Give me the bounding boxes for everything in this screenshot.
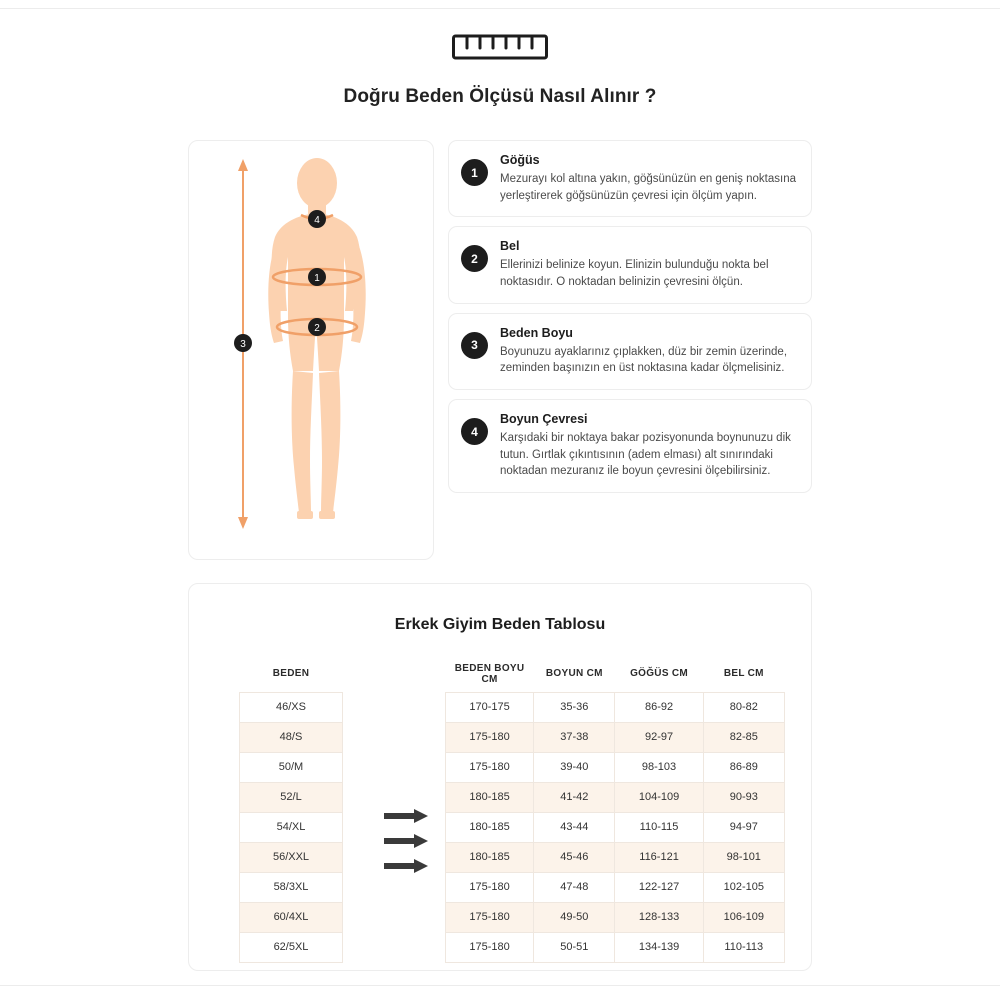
- cell-bel: 102-105: [703, 872, 784, 902]
- cell-gogus: 128-133: [615, 902, 703, 932]
- table-cell-size: 50/M: [240, 752, 343, 782]
- table-row: [446, 842, 785, 872]
- page-title: Doğru Beden Ölçüsü Nasıl Alınır ?: [343, 86, 657, 107]
- cell-gogus: 116-121: [615, 842, 703, 872]
- cell-bel: 110-113: [703, 932, 784, 962]
- table-row: [446, 722, 785, 752]
- svg-text:1: 1: [314, 273, 320, 284]
- step-description: Karşıdaki bir noktaya bakar pozisyonunda boynunuzu dik tutun. Gırtlak çıkıntısının (adem elması) alt sınırındaki noktadan mezuranız ile boyun çevresini ölçebilirsiniz.: [500, 432, 791, 478]
- cell-gogus: 98-103: [615, 752, 703, 782]
- step-bel: [448, 226, 812, 303]
- cell-bel: 94-97: [703, 812, 784, 842]
- table-row: [446, 932, 785, 962]
- cell-boyun: 39-40: [534, 752, 615, 782]
- ruler-icon: [452, 30, 548, 64]
- step-number-badge: 4: [461, 418, 488, 445]
- cell-gogus: 104-109: [615, 782, 703, 812]
- size-table-left: [239, 656, 343, 963]
- table-row: [446, 752, 785, 782]
- step-title: Beden Boyu: [500, 325, 573, 340]
- cell-beden-boyu: 175-180: [446, 752, 534, 782]
- page-header: [0, 30, 1000, 108]
- cell-boyun: 35-36: [534, 692, 615, 722]
- cell-bel: 98-101: [703, 842, 784, 872]
- step-boyun-cevresi: [448, 399, 812, 493]
- cell-beden-boyu: 170-175: [446, 692, 534, 722]
- cell-bel: 82-85: [703, 722, 784, 752]
- step-title: Göğüs: [500, 153, 540, 167]
- cell-gogus: 92-97: [615, 722, 703, 752]
- cell-bel: 80-82: [703, 692, 784, 722]
- svg-text:3: 3: [240, 339, 246, 350]
- header-bel-cm: BEL CM: [723, 668, 764, 680]
- cell-bel: 86-89: [703, 752, 784, 782]
- table-cell-size: 52/L: [240, 782, 343, 812]
- cell-gogus: 134-139: [615, 932, 703, 962]
- step-description: Mezurayı kol altına yakın, göğsünüzün en geniş noktasına yerleştirerek göğsünüzün çevresi için ölçüm yapın.: [500, 173, 796, 202]
- bottom-divider: [0, 985, 1000, 986]
- cell-beden-boyu: 175-180: [446, 722, 534, 752]
- arrow-right-icon: [384, 834, 428, 853]
- svg-text:4: 4: [314, 215, 320, 226]
- table-cell-size: 62/5XL: [240, 932, 343, 962]
- step-description: Boyunuzu ayaklarınız çıplakken, düz bir zemin üzerinde, zeminden başınızın en üst noktasına kadar ölçmelisiniz.: [500, 345, 788, 375]
- cell-beden-boyu: 175-180: [446, 932, 534, 962]
- cell-boyun: 43-44: [534, 812, 615, 842]
- table-row: [446, 902, 785, 932]
- cell-boyun: 49-50: [534, 902, 615, 932]
- step-gogus: [448, 140, 812, 217]
- step-beden-boyu: [448, 313, 812, 390]
- header-beden-boyu-cm: BEDEN BOYU CM: [454, 662, 525, 685]
- measurement-steps-list: [448, 140, 812, 560]
- cell-gogus: 110-115: [615, 812, 703, 842]
- svg-text:2: 2: [314, 323, 320, 334]
- top-divider: [0, 8, 1000, 9]
- step-title: Bel: [500, 239, 520, 254]
- size-table-card: [188, 583, 812, 971]
- header-gogus-cm: GÖĞÜS CM: [630, 668, 689, 680]
- size-table-right: [445, 656, 785, 963]
- table-cell-size: 56/XXL: [240, 842, 343, 872]
- cell-beden-boyu: 175-180: [446, 872, 534, 902]
- table-cell-size: 48/S: [240, 722, 343, 752]
- arrow-right-icon: [384, 859, 428, 878]
- cell-gogus: 86-92: [615, 692, 703, 722]
- size-column: [215, 656, 367, 963]
- table-cell-size: 58/3XL: [240, 872, 343, 902]
- cell-bel: 90-93: [703, 782, 784, 812]
- cell-boyun: 41-42: [534, 782, 615, 812]
- cell-boyun: 45-46: [534, 842, 615, 872]
- step-number-badge: 2: [461, 245, 488, 272]
- table-cell-size: 46/XS: [240, 692, 343, 722]
- step-title: Boyun Çevresi: [500, 412, 588, 427]
- table-row: [446, 782, 785, 812]
- table-row: [446, 692, 785, 722]
- cell-beden-boyu: 180-185: [446, 842, 534, 872]
- cell-gogus: 122-127: [615, 872, 703, 902]
- cell-bel: 106-109: [703, 902, 784, 932]
- cell-beden-boyu: 180-185: [446, 782, 534, 812]
- table-row: [446, 812, 785, 842]
- table-cell-size: 54/XL: [240, 812, 343, 842]
- table-row: [446, 872, 785, 902]
- body-figure-card: [188, 140, 434, 560]
- table-cell-size: 60/4XL: [240, 902, 343, 932]
- cell-boyun: 50-51: [534, 932, 615, 962]
- step-description: Ellerinizi belinize koyun. Elinizin bulunduğu nokta bel noktasıdır. O noktadan belinizin çevresini ölçün.: [500, 259, 769, 289]
- measurement-guide-section: [188, 140, 812, 560]
- step-number-badge: 3: [461, 332, 488, 359]
- arrow-right-icon: [384, 809, 428, 828]
- header-boyun-cm: BOYUN CM: [545, 668, 603, 680]
- measurements-columns: [445, 656, 785, 963]
- cell-beden-boyu: 175-180: [446, 902, 534, 932]
- cell-boyun: 47-48: [534, 872, 615, 902]
- arrows-group: [367, 656, 445, 881]
- header-beden: BEDEN: [272, 668, 310, 680]
- body-figure-illustration: [189, 141, 435, 561]
- step-number-badge: 1: [461, 159, 488, 186]
- cell-boyun: 37-38: [534, 722, 615, 752]
- cell-beden-boyu: 180-185: [446, 812, 534, 842]
- size-table-title: Erkek Giyim Beden Tablosu: [394, 616, 606, 633]
